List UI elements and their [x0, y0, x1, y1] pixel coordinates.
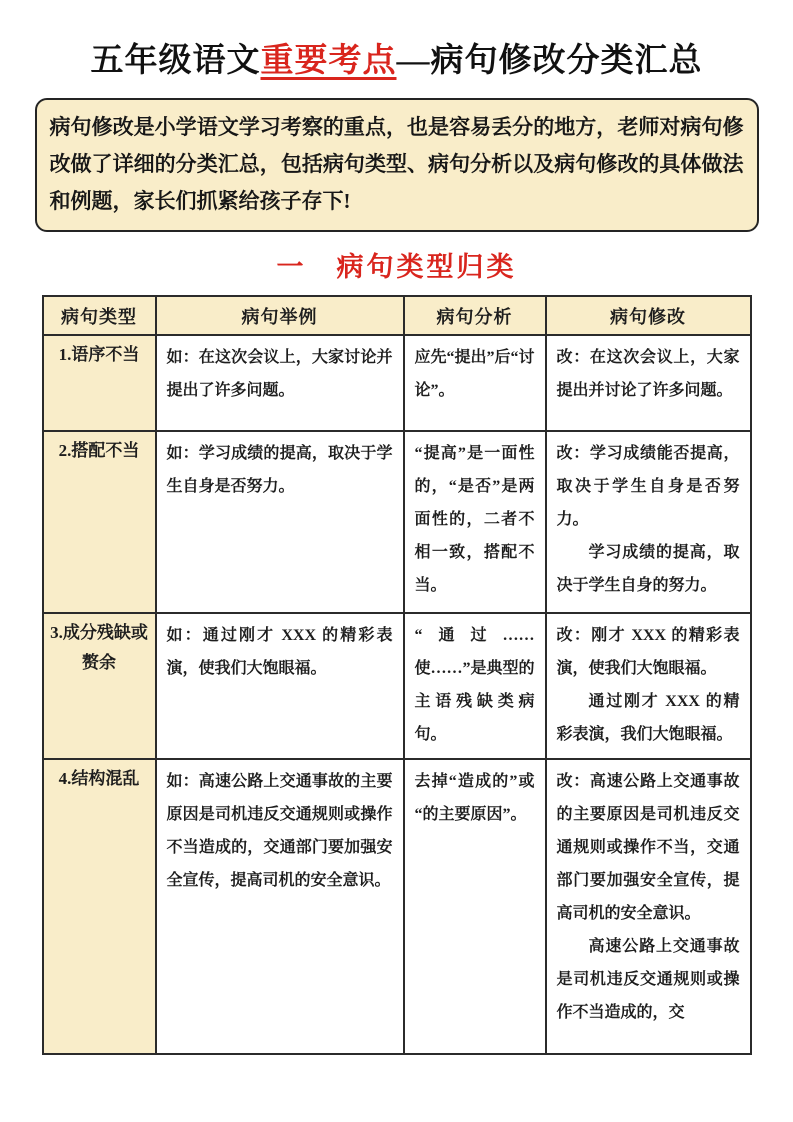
paragraph: 改：高速公路上交通事故的主要原因是司机违反交通规则或操作不当，交通部门要加强安全宣传，提高司机的安全意识。 [556, 773, 740, 922]
header-cell-type: 病句类型 [43, 296, 156, 335]
table-row [43, 431, 751, 613]
paragraph: 改：学习成绩能否提高，取决于学生自身是否努力。 [556, 445, 740, 528]
title-highlight: 重要考点 [260, 43, 397, 79]
paragraph: 去掉“造成的”或“的主要原因”。 [414, 773, 535, 823]
title-prefix: 五年级语文 [90, 43, 261, 79]
cell-analysis [404, 613, 546, 759]
paragraph: “通过……使……”是典型的主语残缺类病句。 [414, 627, 535, 743]
paragraph: 学习成绩的提高，取决于学生自身的努力。 [556, 544, 740, 594]
cell-analysis [404, 335, 546, 431]
cell-analysis [404, 759, 546, 1054]
paragraph: 改：在这次会议上，大家提出并讨论了许多问题。 [556, 349, 740, 399]
cell-example [156, 431, 404, 613]
cell-fix [546, 759, 751, 1054]
paragraph: “提高”是一面性的，“是否”是两面性的，二者不相一致，搭配不当。 [414, 445, 535, 594]
paragraph: 如：在这次会议上，大家讨论并提出了许多问题。 [166, 349, 393, 399]
cell-type: 4.结构混乱 [43, 759, 156, 1054]
paragraph: 高速公路上交通事故是司机违反交通规则或操作不当造成的，交 [556, 938, 740, 1021]
section-heading: 一 病句类型归类 [276, 252, 517, 282]
page-title [0, 34, 793, 81]
cell-example [156, 759, 404, 1054]
intro-text: 病句修改是小学语文学习考察的重点，也是容易丢分的地方，老师对病句修改做了详细的分类汇总，包括病句类型、病句分析以及病句修改的具体做法和例题，家长们抓紧给孩子存下! [49, 115, 744, 213]
cell-type: 1.语序不当 [43, 335, 156, 431]
paragraph: 如：高速公路上交通事故的主要原因是司机违反交通规则或操作不当造成的，交通部门要加强安全宣传，提高司机的安全意识。 [166, 773, 393, 889]
title-suffix: —病句修改分类汇总 [396, 43, 703, 79]
cell-example [156, 613, 404, 759]
header-cell-example: 病句举例 [156, 296, 404, 335]
sentence-error-table [42, 295, 752, 1055]
paragraph: 如：学习成绩的提高，取决于学生自身是否努力。 [166, 445, 393, 495]
cell-analysis [404, 431, 546, 613]
header-cell-analysis: 病句分析 [404, 296, 546, 335]
table-header-row [43, 296, 751, 335]
paragraph: 应先“提出”后“讨论”。 [414, 349, 535, 399]
paragraph: 改：刚才 XXX 的精彩表演，使我们大饱眼福。 [556, 627, 740, 677]
header-cell-fix: 病句修改 [546, 296, 751, 335]
table-row [43, 759, 751, 1054]
cell-fix [546, 335, 751, 431]
cell-fix [546, 431, 751, 613]
paragraph: 通过刚才 XXX 的精彩表演，我们大饱眼福。 [556, 693, 740, 743]
table-row [43, 613, 751, 759]
paragraph: 如：通过刚才 XXX 的精彩表演，使我们大饱眼福。 [166, 627, 393, 677]
intro-box [35, 98, 759, 232]
cell-example [156, 335, 404, 431]
cell-type: 3.成分残缺或赘余 [43, 613, 156, 759]
cell-fix [546, 613, 751, 759]
cell-type: 2.搭配不当 [43, 431, 156, 613]
table-row [43, 335, 751, 431]
